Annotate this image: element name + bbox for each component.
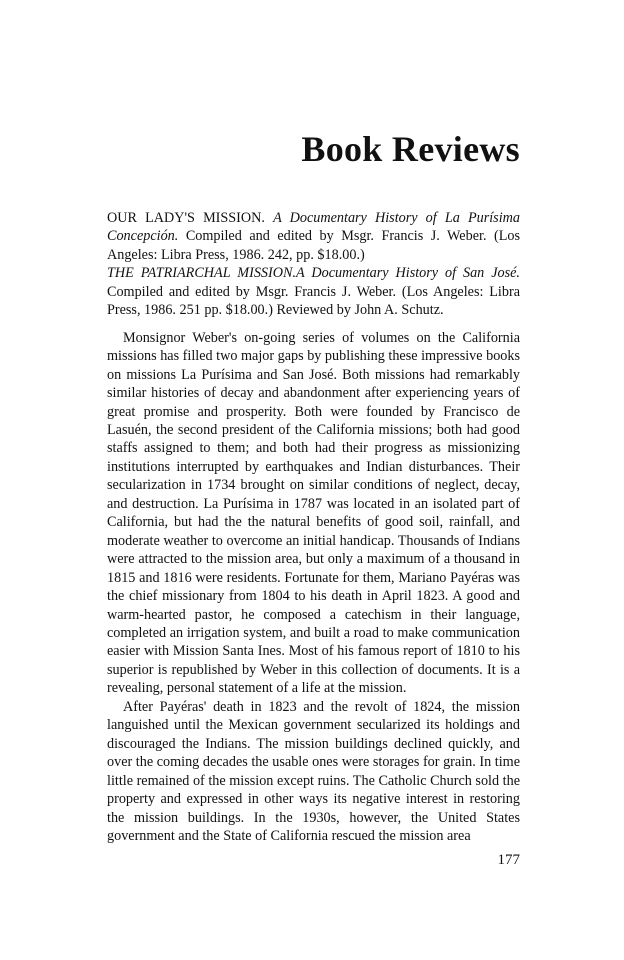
citation-2-subtitle: A Documentary History of San José. — [296, 265, 520, 282]
review-paragraph-1: Monsignor Weber's on-going series of volumes on the California missions has filled two major gaps by publishing these impressive books on missions La Purísima and San José. Both missions had remarkably similar histories of decay and abandonment after experiencing years of great promise and prosperity. Both were founded by Francisco de Lasuén, the second president of the California missions; both had good staffs assigned to them; and both had their progress as missionizing institutions interrupted by earthquakes and Indian disturbances. Their secularization in 1734 brought on similar conditions of neglect, decay, and destruction. La Purísima in 1787 was located in an isolated part of California, but had the the natural benefits of good soil, rainfall, and moderate weather to overcome an initial handicap. Thousands of Indians were attracted to the mission area, but only a maximum of a thousand in 1815 and 1816 were residents. Fortunate for them, Mariano Payéras was the chief missionary from 1804 to his death in April 1823. A good and warm-hearted pastor, he composed a catechism in their language, completed an irrigation system, and built a road to make communication easier with Mission Santa Ines. Most of his famous report of 1810 to his superior is republished by Weber in this collection of documents. It is a revealing, personal statement of a life at the mission. — [107, 329, 520, 697]
citation-1-title: OUR LADY'S MISSION. — [107, 210, 265, 226]
book-citation-2 — [107, 264, 520, 319]
citation-1-details: Compiled and edited by Msgr. Francis J. Weber. (Los Angeles: Libra Press, 1986. 242, pp. $18.00.) — [107, 228, 521, 263]
citation-1-subtitle: A Documentary History of La Purísima Concepción. — [107, 210, 520, 245]
book-citation-1 — [107, 209, 520, 264]
page-number: 177 — [497, 852, 520, 868]
citation-2-title: THE PATRIARCHAL MISSION. — [107, 265, 296, 282]
review-paragraph-2: After Payéras' death in 1823 and the revolt of 1824, the mission languished until the Mexican government secularized its holdings and discouraged the Indians. The mission buildings declined quickly, and over the coming decades the usable ones were storages for grain. In time little remained of the mission except ruins. The Catholic Church sold the property and expressed in other ways its negative interest in restoring the mission buildings. In the 1930s, however, the United States government and the State of California rescued the mission area — [107, 698, 520, 844]
citation-2-details: Compiled and edited by Msgr. Francis J. Weber. (Los Angeles: Libra Press, 1986. 251 pp. $18.00.) Reviewed by John A. Schutz. — [107, 283, 520, 319]
review-content — [107, 209, 520, 845]
section-heading: Book Reviews — [301, 129, 520, 169]
